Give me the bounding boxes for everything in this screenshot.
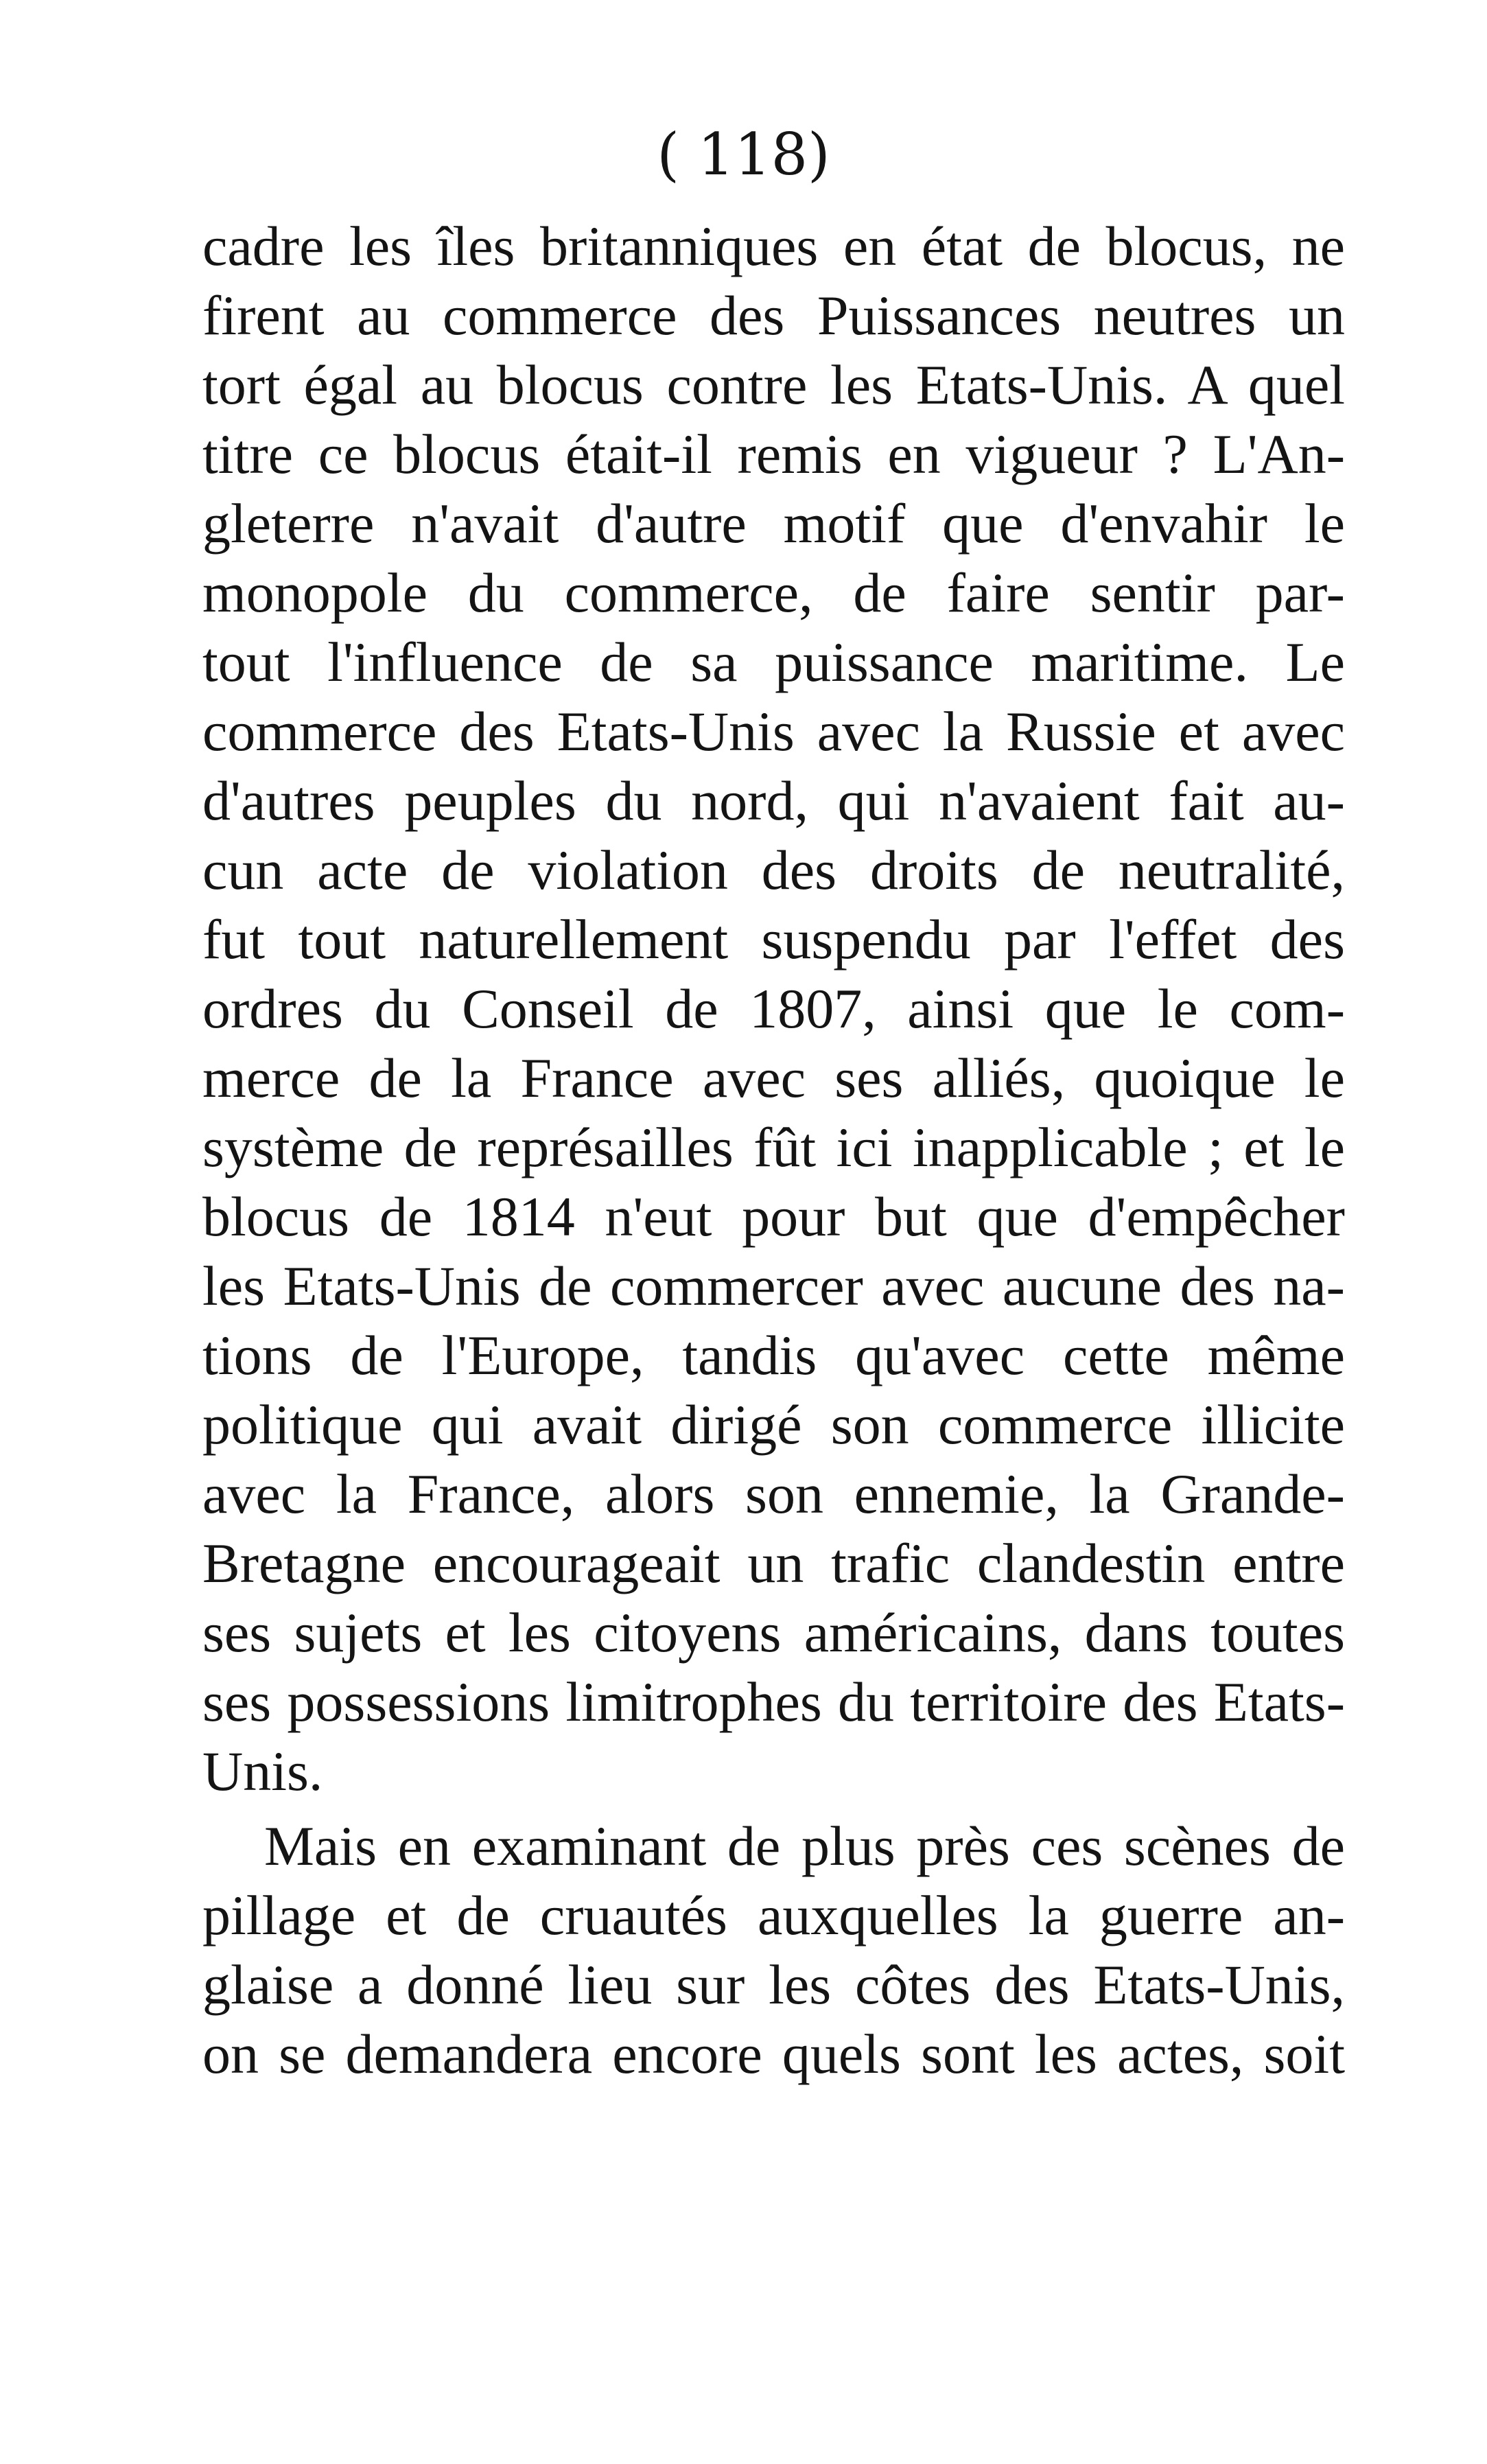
text-line: d'autres peuples du nord, qui n'avaient fait au-	[202, 769, 1345, 832]
text-line: commerce des Etats-Unis avec la Russie et avec	[202, 700, 1345, 763]
text-line: cun acte de violation des droits de neutralité,	[202, 839, 1345, 901]
text-line: tout l'influence de sa puissance maritime. Le	[202, 631, 1345, 693]
text-line: ordres du Conseil de 1807, ainsi que le com-	[202, 977, 1345, 1040]
body-text	[202, 211, 1345, 2089]
text-line: titre ce blocus était-il remis en vigueur ? L'An-	[202, 423, 1345, 485]
paragraph-gap	[202, 1806, 1345, 1811]
text-line: Bretagne encourageait un trafic clandestin entre	[202, 1532, 1345, 1594]
page-number: ( 118)	[657, 121, 830, 188]
text-line: cadre les îles britanniques en état de blocus, ne	[202, 215, 1345, 277]
text-line: Unis.	[202, 1740, 323, 1802]
text-line: les Etats-Unis de commercer avec aucune des na-	[202, 1255, 1345, 1317]
text-line: tort égal au blocus contre les Etats-Unis. A quel	[202, 353, 1345, 416]
text-line: système de représailles fût ici inapplicable ; et le	[202, 1116, 1345, 1178]
text-line: Mais en examinant de plus près ces scènes de	[264, 1815, 1345, 1877]
text-line: avec la France, alors son ennemie, la Grande-	[202, 1463, 1345, 1525]
paragraph-2	[202, 1811, 1345, 2089]
text-line: ses possessions limitrophes du territoire des Etats-	[202, 1671, 1345, 1733]
text-line: ses sujets et les citoyens américains, dans toutes	[202, 1601, 1345, 1664]
text-line: on se demandera encore quels sont les actes, soit	[202, 2023, 1345, 2085]
text-line: politique qui avait dirigé son commerce illicite	[202, 1393, 1345, 1456]
text-line: blocus de 1814 n'eut pour but que d'empêcher	[202, 1185, 1345, 1248]
text-line: glaise a donné lieu sur les côtes des Etats-Unis,	[202, 1953, 1345, 2016]
text-line: gleterre n'avait d'autre motif que d'envahir le	[202, 492, 1345, 555]
text-line: tions de l'Europe, tandis qu'avec cette même	[202, 1324, 1345, 1386]
text-line: fut tout naturellement suspendu par l'effet des	[202, 908, 1345, 971]
text-line: merce de la France avec ses alliés, quoique le	[202, 1047, 1345, 1109]
paragraph-1	[202, 211, 1345, 1806]
text-line: firent au commerce des Puissances neutres un	[202, 284, 1345, 347]
text-line: pillage et de cruautés auxquelles la guerre an-	[202, 1884, 1345, 1946]
text-line: monopole du commerce, de faire sentir par-	[202, 561, 1345, 624]
